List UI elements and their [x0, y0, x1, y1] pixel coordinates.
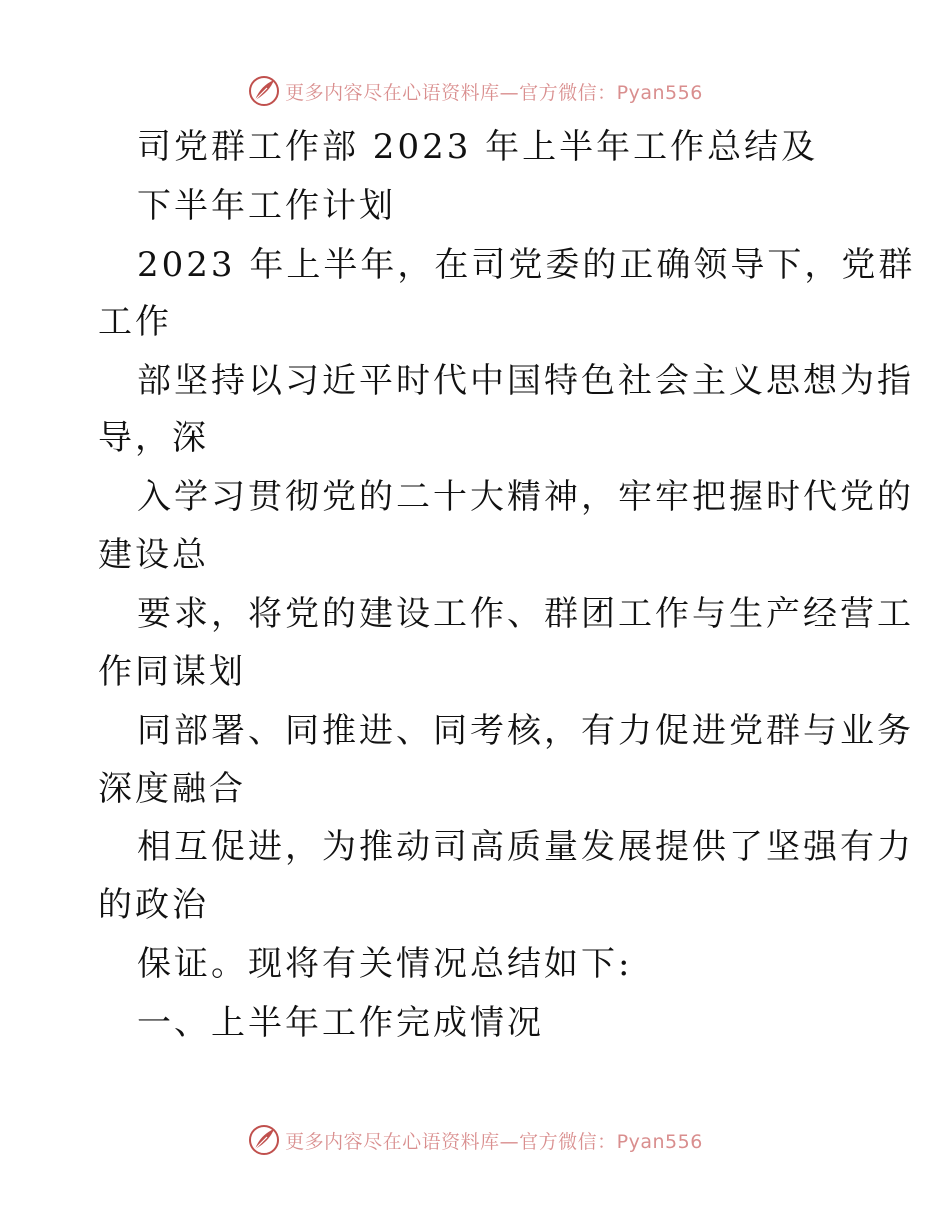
watermark-text: 更多内容尽在心语资料库—官方微信：Pyan556 [285, 1130, 703, 1153]
paragraph-line: 2023 年上半年，在司党委的正确领导下，党群 [137, 245, 916, 285]
paragraph-line: 建设总 [98, 535, 209, 575]
feather-pen-logo-icon [247, 1123, 281, 1157]
watermark-text: 更多内容尽在心语资料库—官方微信：Pyan556 [285, 81, 703, 104]
paragraph-line: 相互促进，为推动司高质量发展提供了坚强有力 [137, 827, 914, 867]
paragraph-line: 部坚持以习近平时代中国特色社会主义思想为指 [137, 361, 914, 401]
paragraph-line: 要求，将党的建设工作、群团工作与生产经营工 [137, 594, 914, 634]
paragraph-line: 工作 [98, 302, 172, 342]
feather-pen-logo-icon [247, 74, 281, 108]
paragraph-line: 导，深 [98, 418, 209, 458]
watermark-banner-bottom [0, 1120, 950, 1160]
title-line-2: 下半年工作计划 [137, 186, 396, 226]
watermark-banner-top [0, 71, 950, 111]
paragraph-line: 保证。现将有关情况总结如下: [137, 944, 633, 984]
paragraph-line: 的政治 [98, 885, 209, 925]
title-line-1: 司党群工作部 2023 年上半年工作总结及 [137, 127, 819, 167]
paragraph-line: 深度融合 [98, 769, 246, 809]
paragraph-line: 作同谋划 [98, 652, 246, 692]
section-heading: 一、上半年工作完成情况 [137, 1003, 544, 1043]
paragraph-line: 入学习贯彻党的二十大精神，牢牢把握时代党的 [137, 477, 914, 517]
paragraph-line: 同部署、同推进、同考核，有力促进党群与业务 [137, 711, 914, 751]
